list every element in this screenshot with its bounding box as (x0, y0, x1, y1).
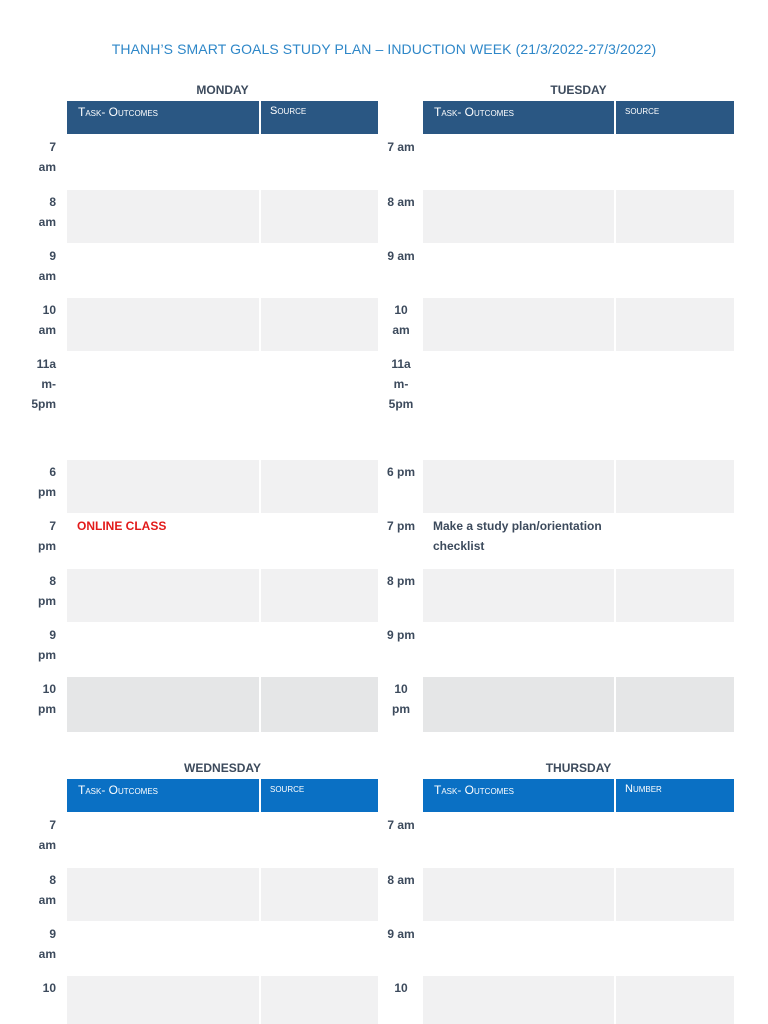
time-label: 8 pm (38, 574, 56, 608)
time-label: 10 pm (392, 682, 410, 716)
source-cell[interactable] (616, 623, 734, 676)
source-cell[interactable] (616, 569, 734, 622)
source-cell[interactable] (616, 460, 734, 513)
time-label: 9 am (38, 927, 56, 961)
thursday-row (0, 868, 768, 922)
monday-header-source: Source (261, 101, 378, 134)
thursday-header-task: Task- Outcomes (423, 779, 614, 812)
time-label: 8 am (387, 195, 415, 209)
time-label: 10 (394, 981, 408, 995)
source-cell[interactable] (616, 244, 734, 297)
time-label: 11a m- 5pm (388, 357, 414, 411)
thursday-heading: THURSDAY (545, 761, 612, 775)
task-cell[interactable]: Make a study plan/orientation checklist (433, 519, 602, 553)
task-cell[interactable] (423, 244, 614, 297)
time-label: 7 pm (38, 519, 56, 553)
source-cell[interactable] (616, 352, 734, 459)
time-label: 7 am (387, 140, 415, 154)
tuesday-row (0, 623, 768, 677)
time-label: 9 pm (386, 628, 415, 642)
source-cell[interactable] (616, 190, 734, 243)
thursday-row (0, 922, 768, 976)
monday-header-task: Task- Outcomes (67, 101, 259, 134)
source-cell[interactable] (616, 813, 734, 867)
time-label: 6 pm (386, 465, 415, 479)
source-cell[interactable] (616, 868, 734, 921)
thursday-header-source: Number (616, 779, 734, 812)
task-cell[interactable] (423, 868, 614, 921)
wednesday-header-source: source (261, 779, 378, 812)
task-cell[interactable] (423, 813, 614, 867)
time-label: 7 pm (386, 519, 415, 533)
time-label: 10 (42, 981, 56, 995)
thursday-row (0, 976, 768, 1024)
tuesday-row (0, 352, 768, 460)
time-label: 9 am (38, 249, 56, 283)
tuesday-header-source: source (616, 101, 734, 134)
monday-heading: MONDAY (196, 83, 249, 97)
time-label: 8 am (38, 195, 56, 229)
tuesday-row (0, 677, 768, 732)
task-cell[interactable] (423, 135, 614, 189)
time-label: 7 am (38, 818, 56, 852)
wednesday-heading: WEDNESDAY (184, 761, 261, 775)
tuesday-header-task: Task- Outcomes (423, 101, 614, 134)
thursday-row (0, 813, 768, 868)
time-label: 9 pm (38, 628, 56, 662)
task-cell[interactable] (423, 569, 614, 622)
task-cell[interactable]: ONLINE CLASS (77, 519, 167, 533)
tuesday-row (0, 190, 768, 244)
time-label: 10 pm (38, 682, 56, 716)
time-label: 9 am (387, 249, 415, 263)
wednesday-header-task: Task- Outcomes (67, 779, 259, 812)
source-cell[interactable] (616, 976, 734, 1024)
source-cell[interactable] (616, 922, 734, 975)
tuesday-row (0, 514, 768, 569)
task-cell[interactable] (423, 976, 614, 1024)
time-label: 10 am (38, 303, 56, 337)
task-cell[interactable] (423, 623, 614, 676)
task-cell[interactable] (423, 298, 614, 351)
tuesday-heading: TUESDAY (550, 83, 607, 97)
source-cell[interactable] (616, 135, 734, 189)
time-label: 8 pm (386, 574, 415, 588)
time-label: 10 am (392, 303, 410, 337)
source-cell[interactable] (616, 677, 734, 732)
tuesday-row (0, 569, 768, 623)
time-label: 7 am (387, 818, 415, 832)
source-cell[interactable] (616, 514, 734, 568)
time-label: 6 pm (38, 465, 56, 499)
task-cell[interactable] (423, 922, 614, 975)
time-label: 7 am (38, 140, 56, 174)
task-cell[interactable] (423, 460, 614, 513)
task-cell[interactable] (423, 352, 614, 459)
source-cell[interactable] (616, 298, 734, 351)
task-cell[interactable] (423, 190, 614, 243)
tuesday-row (0, 135, 768, 190)
tuesday-row (0, 298, 768, 352)
time-label: 8 am (387, 873, 415, 887)
tuesday-row (0, 244, 768, 298)
time-label: 9 am (387, 927, 415, 941)
time-label: 8 am (38, 873, 56, 907)
page-title: THANH’S SMART GOALS STUDY PLAN – INDUCTION WEEK (21/3/2022-27/3/2022) (111, 41, 657, 57)
time-label: 11a m- 5pm (31, 357, 56, 411)
task-cell[interactable] (423, 677, 614, 732)
tuesday-row (0, 460, 768, 514)
